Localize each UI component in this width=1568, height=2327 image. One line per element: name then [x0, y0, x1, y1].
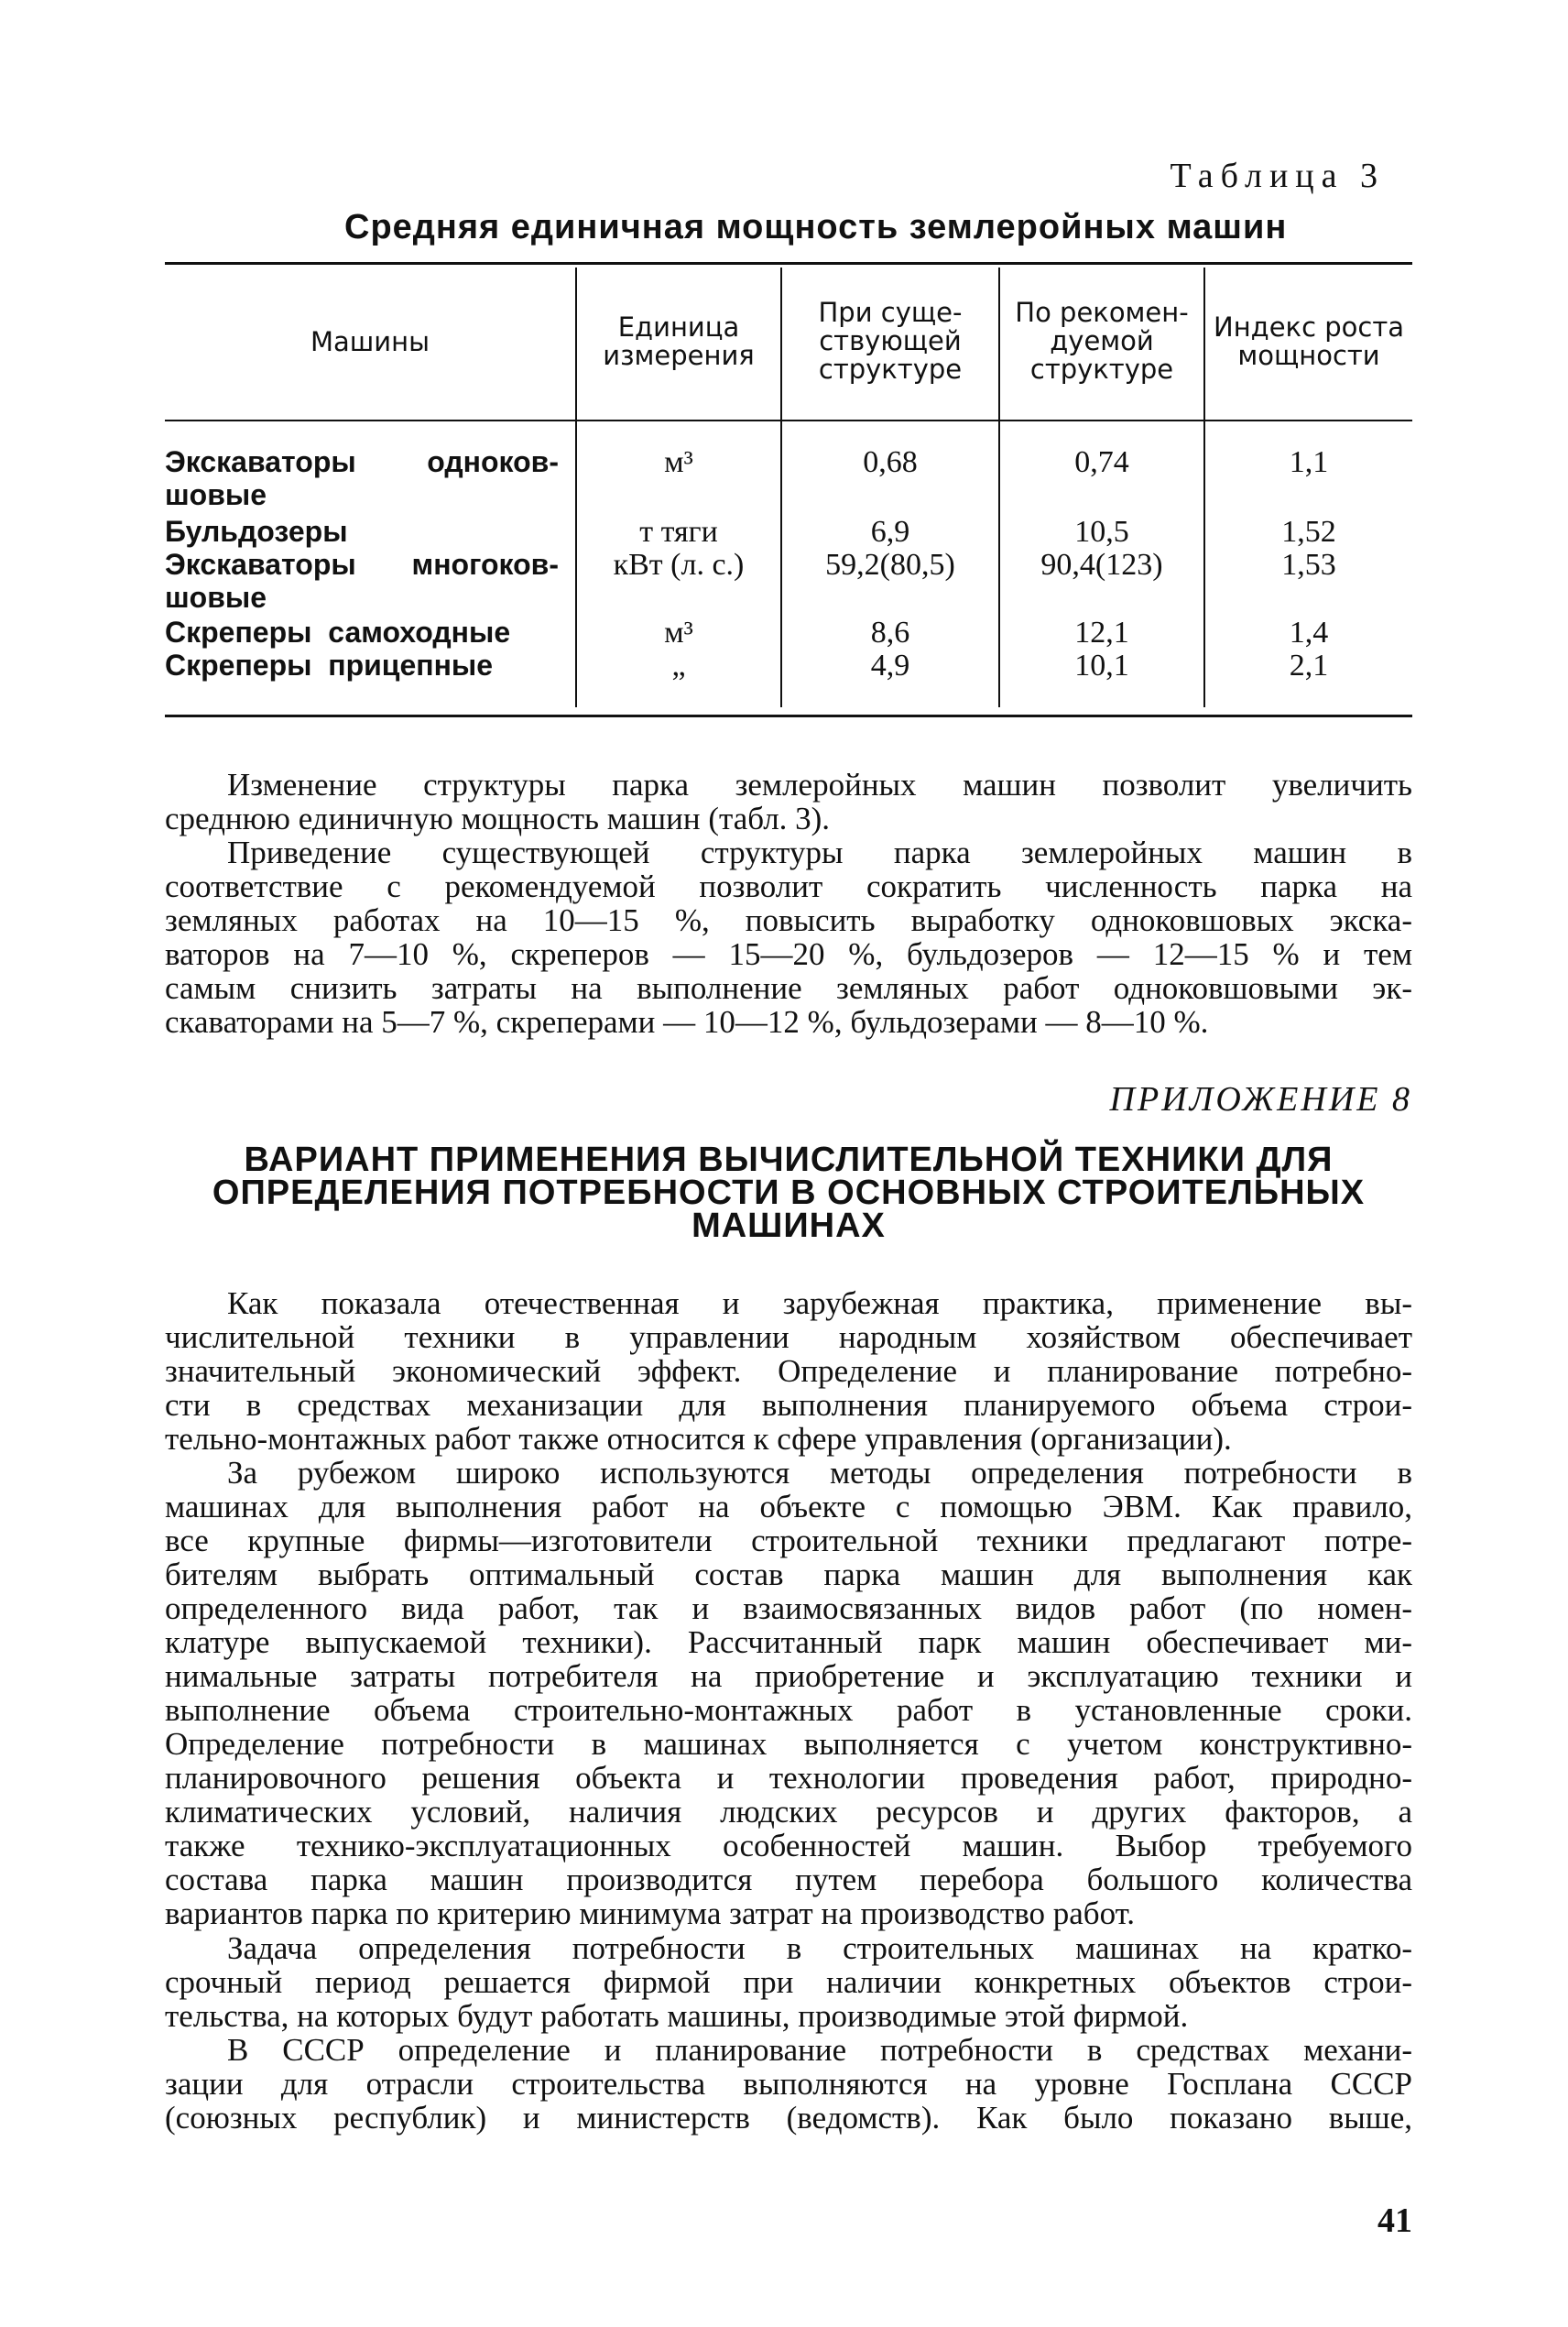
table-row-continuation — [165, 581, 1412, 614]
text-line: определенного вида работ, так и взаимосвязанных видов работ (по номен- — [165, 1590, 1412, 1626]
table-title: Средняя единичная мощность землеройных машин — [344, 208, 1288, 246]
page-number: 41 — [1377, 2201, 1412, 2240]
text-line: бителям выбрать оптимальный состав парка машин для выполнения как — [165, 1557, 1412, 1592]
text-line: также технико-эксплуатационных особенностей машин. Выбор требуемого — [165, 1828, 1412, 1863]
text-line: скаваторами на 5—7 %, скреперами — 10—12 %, бульдозерами — 8—10 %. — [165, 1004, 1209, 1040]
machine-name: Бульдозеры — [165, 515, 348, 548]
text-line: соответствие с рекомендуемой позволит сократить численность парка на — [165, 869, 1412, 904]
machine-name-part: многоков- — [411, 548, 559, 581]
header-line: Машины — [310, 326, 430, 357]
table-label: Таблица 3 — [1170, 157, 1385, 195]
text-line: значительный экономический эффект. Определение и планирование потребно- — [165, 1353, 1412, 1389]
unit-cell: м³ — [664, 616, 693, 650]
heading-line: ВАРИАНТ ПРИМЕНЕНИЯ ВЫЧИСЛИТЕЛЬНОЙ ТЕХНИКИ ДЛЯ — [244, 1141, 1334, 1179]
table-row — [165, 445, 1412, 478]
text-line: В СССР определение и планирование потребности в средствах механи- — [227, 2032, 1412, 2068]
header-line: При суще- — [818, 297, 963, 328]
text-line: ваторов на 7—10 %, скреперов — 15—20 %, бульдозеров — 12—15 % и тем — [165, 936, 1412, 972]
text-line: Задача определения потребности в строительных машинах на кратко- — [227, 1930, 1412, 1966]
table-row — [165, 649, 1412, 682]
text-line: Приведение существующей структуры парка землеройных машин в — [227, 835, 1412, 870]
machine-name-part: Экскаваторы — [165, 548, 356, 581]
machine-name: Скреперы самоходные — [165, 616, 511, 649]
text-line: числительной техники в управлении народным хозяйством обеспечивает — [165, 1319, 1412, 1355]
header-recommended — [1000, 299, 1203, 384]
recommended-cell: 10,1 — [1074, 649, 1129, 683]
table-bottom-rule — [165, 715, 1412, 717]
section-heading — [165, 1141, 1412, 1245]
recommended-cell: 10,5 — [1074, 515, 1129, 549]
machine-name: Скреперы прицепные — [165, 649, 494, 682]
text-line: тельства, на которых будут работать машины, производимые этой фирмой. — [165, 1998, 1189, 2034]
table-row — [165, 616, 1412, 649]
text-line: планировочного решения объекта и технологии проведения работ, природно- — [165, 1760, 1412, 1796]
table-row-continuation — [165, 478, 1412, 511]
text-line: Как показала отечественная и зарубежная практика, применение вы- — [227, 1285, 1412, 1321]
paragraph — [165, 836, 1412, 1039]
text-line: За рубежом широко используются методы определения потребности в — [227, 1455, 1412, 1491]
existing-cell: 4,9 — [870, 649, 910, 683]
index-cell: 1,52 — [1281, 515, 1336, 549]
machine-name — [165, 548, 559, 582]
text-line: зации для отрасли строительства выполняются на уровне Госплана СССР — [165, 2066, 1412, 2102]
paragraph — [165, 1286, 1412, 1456]
machine-name: шовые — [165, 581, 267, 614]
index-cell: 1,4 — [1289, 616, 1329, 650]
index-cell: 1,53 — [1281, 548, 1336, 582]
text-line: вариантов парка по критерию минимума затрат на производство работ. — [165, 1895, 1136, 1931]
recommended-cell: 0,74 — [1074, 445, 1129, 479]
appendix-label: ПРИЛОЖЕНИЕ 8 — [1109, 1080, 1412, 1119]
paragraph — [165, 768, 1412, 836]
text-line: земляных работах на 10—15 %, повысить выработку одноковшовых экска- — [165, 902, 1412, 938]
paragraph — [165, 1456, 1412, 1930]
header-line: измерения — [603, 340, 755, 371]
text-line: выполнение объема строительно-монтажных работ в установленные сроки. — [165, 1692, 1412, 1728]
text-line: Определение потребности в машинах выполняется с учетом конструктивно- — [165, 1726, 1412, 1762]
text-line: (союзных республик) и министерств (ведомств). Как было показано выше, — [165, 2100, 1412, 2136]
existing-cell: 0,68 — [863, 445, 918, 479]
table-header-rule — [165, 420, 1412, 421]
header-line: По рекомен- — [1015, 297, 1189, 328]
paragraph — [165, 2033, 1412, 2135]
existing-cell: 59,2(80,5) — [825, 548, 955, 582]
text-line: срочный период решается фирмой при наличии конкретных объектов строи- — [165, 1964, 1412, 2000]
header-line: Единица — [617, 311, 740, 343]
text-line: машинах для выполнения работ на объекте с помощью ЭВМ. Как правило, — [165, 1489, 1412, 1524]
existing-cell: 6,9 — [870, 515, 910, 549]
header-index — [1205, 313, 1412, 370]
text-line: нимальные затраты потребителя на приобретение и эксплуатацию техники и — [165, 1658, 1412, 1694]
header-line: структуре — [818, 354, 963, 385]
header-unit — [577, 313, 780, 370]
unit-cell: т тяги — [639, 515, 718, 549]
text-line: состава парка машин производится путем перебора большого количества — [165, 1862, 1412, 1897]
recommended-cell: 90,4(123) — [1040, 548, 1163, 582]
text-line: тельно-монтажных работ также относится к сфере управления (организации). — [165, 1421, 1232, 1457]
header-line: мощности — [1237, 340, 1380, 371]
text-line: все крупные фирмы—изготовители строительной техники предлагают потре- — [165, 1523, 1412, 1558]
text-line: клатуре выпускаемой техники). Рассчитанный парк машин обеспечивает ми- — [165, 1624, 1412, 1660]
heading-line: ОПРЕДЕЛЕНИЯ ПОТРЕБНОСТИ В ОСНОВНЫХ СТРОИТЕЛЬНЫХ — [212, 1174, 1366, 1212]
index-cell: 2,1 — [1289, 649, 1329, 683]
header-line: дуемой — [1050, 325, 1154, 356]
machine-name-part: одноков- — [427, 445, 559, 478]
text-line: Изменение структуры парка землеройных машин позволит увеличить — [227, 767, 1412, 803]
header-line: ствующей — [819, 325, 962, 356]
recommended-cell: 12,1 — [1074, 616, 1129, 650]
existing-cell: 8,6 — [870, 616, 910, 650]
header-existing — [782, 299, 998, 384]
table-row — [165, 515, 1412, 548]
machines-power-table — [165, 262, 1412, 720]
text-line: сти в средствах механизации для выполнения планируемого объема строи- — [165, 1387, 1412, 1423]
text-line: климатических условий, наличия людских ресурсов и других факторов, а — [165, 1794, 1412, 1830]
table-row — [165, 548, 1412, 581]
unit-cell: м³ — [664, 445, 693, 479]
machine-name: шовые — [165, 478, 267, 511]
header-line: структуре — [1029, 354, 1174, 385]
machine-name — [165, 445, 559, 479]
header-machines — [165, 328, 575, 356]
text-line: самым снизить затраты на выполнение земляных работ одноковшовыми эк- — [165, 970, 1412, 1006]
index-cell: 1,1 — [1289, 445, 1329, 479]
header-line: Индекс роста — [1214, 311, 1404, 343]
machine-name-part: Экскаваторы — [165, 445, 356, 478]
unit-cell: кВт (л. с.) — [613, 548, 745, 582]
table-top-rule — [165, 262, 1412, 265]
heading-line: МАШИНАХ — [691, 1207, 886, 1245]
text-line: среднюю единичную мощность машин (табл. 3). — [165, 801, 831, 836]
paragraph — [165, 1931, 1412, 2033]
unit-cell: „ — [671, 649, 686, 683]
